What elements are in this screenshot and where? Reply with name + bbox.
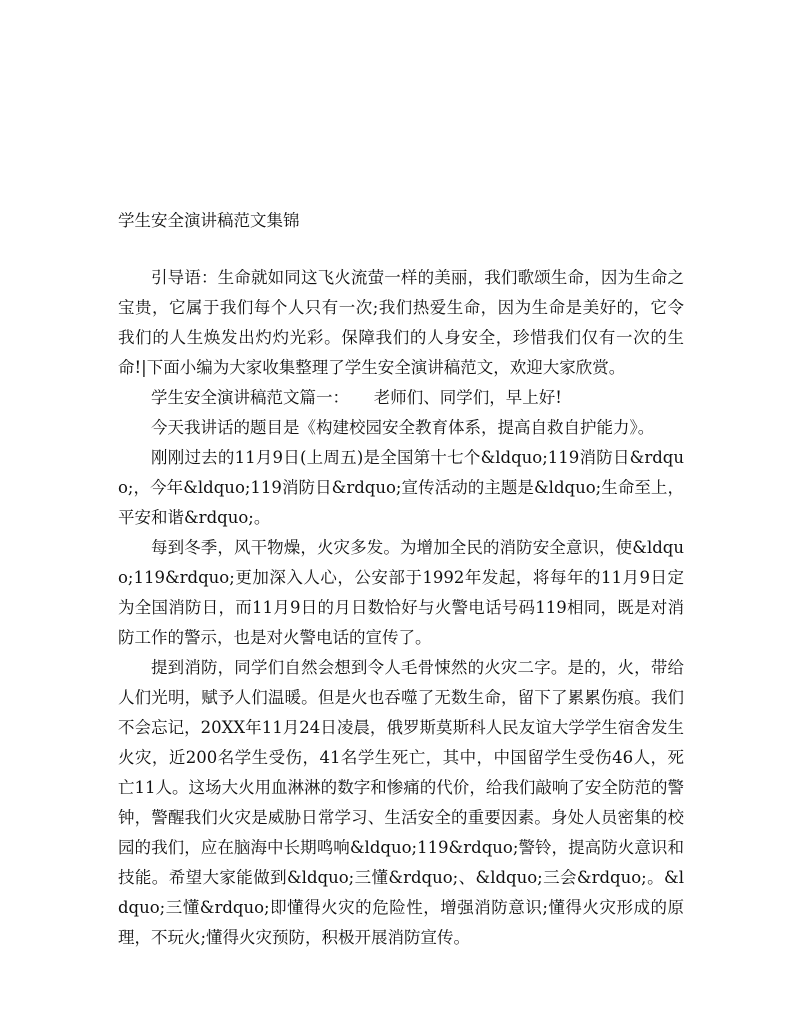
document-body (118, 263, 684, 953)
document-title: 学生安全演讲稿范文集锦 (118, 211, 300, 230)
paragraph-intro: 引导语：生命就如同这飞火流萤一样的美丽，我们歌颂生命，因为生命之宝贵，它属于我们每个人只有一次;我们热爱生命，因为生命是美好的，它令我们的人生焕发出灼灼光彩。保障我们的人身安全，珍惜我们仅有一次的生命!|下面小编为大家收集整理了学生安全演讲稿范文，欢迎大家欣赏。 (118, 268, 684, 377)
paragraph-winter: 每到冬季，风干物燥，火灾多发。为增加全民的消防安全意识，使&ldquo;119&rdquo;更加深入人心，公安部于1992年发起，将每年的11月9日定为全国消防日，而11月9日的月日数恰好与火警电话号码119相同，既是对消防工作的警示，也是对火警电话的宣传了。 (118, 538, 684, 647)
paragraph-speech-opening: 学生安全演讲稿范文篇一： 老师们、同学们，早上好! (151, 388, 562, 407)
paragraph-fire-awareness: 提到消防，同学们自然会想到令人毛骨悚然的火灾二字。是的，火，带给人们光明，赋予人们温暖。但是火也吞噬了无数生命，留下了累累伤痕。我们不会忘记，20XX年11月24日凌晨，俄罗斯莫斯科人民友谊大学学生宿舍发生火灾，近200名学生受伤，41名学生死亡，其中，中国留学生受伤46人，死亡11人。这场大火用血淋淋的数字和惨痛的代价，给我们敲响了安全防范的警钟，警醒我们火灾是威胁日常学习、生活安全的重要因素。身处人员密集的校园的我们，应在脑海中长期鸣响&ldquo;119&rdquo;警铃，提高防火意识和技能。希望大家能做到&ldquo;三懂&rdquo;、&ldquo;三会&rdquo;。&ldquo;三懂&rdquo;即懂得火灾的危险性，增强消防意识;懂得火灾形成的原理，不玩火;懂得火灾预防，积极开展消防宣传。 (118, 658, 684, 947)
paragraph-topic: 今天我讲话的题目是《构建校园安全教育体系，提高自救自护能力》。 (151, 418, 655, 437)
paragraph-fire-day: 刚刚过去的11月9日(上周五)是全国第十七个&ldquo;119消防日&rdquo;，今年&ldquo;119消防日&rdquo;宣传活动的主题是&ldquo;生命至上，平安和谐&rdquo;。 (118, 448, 684, 527)
